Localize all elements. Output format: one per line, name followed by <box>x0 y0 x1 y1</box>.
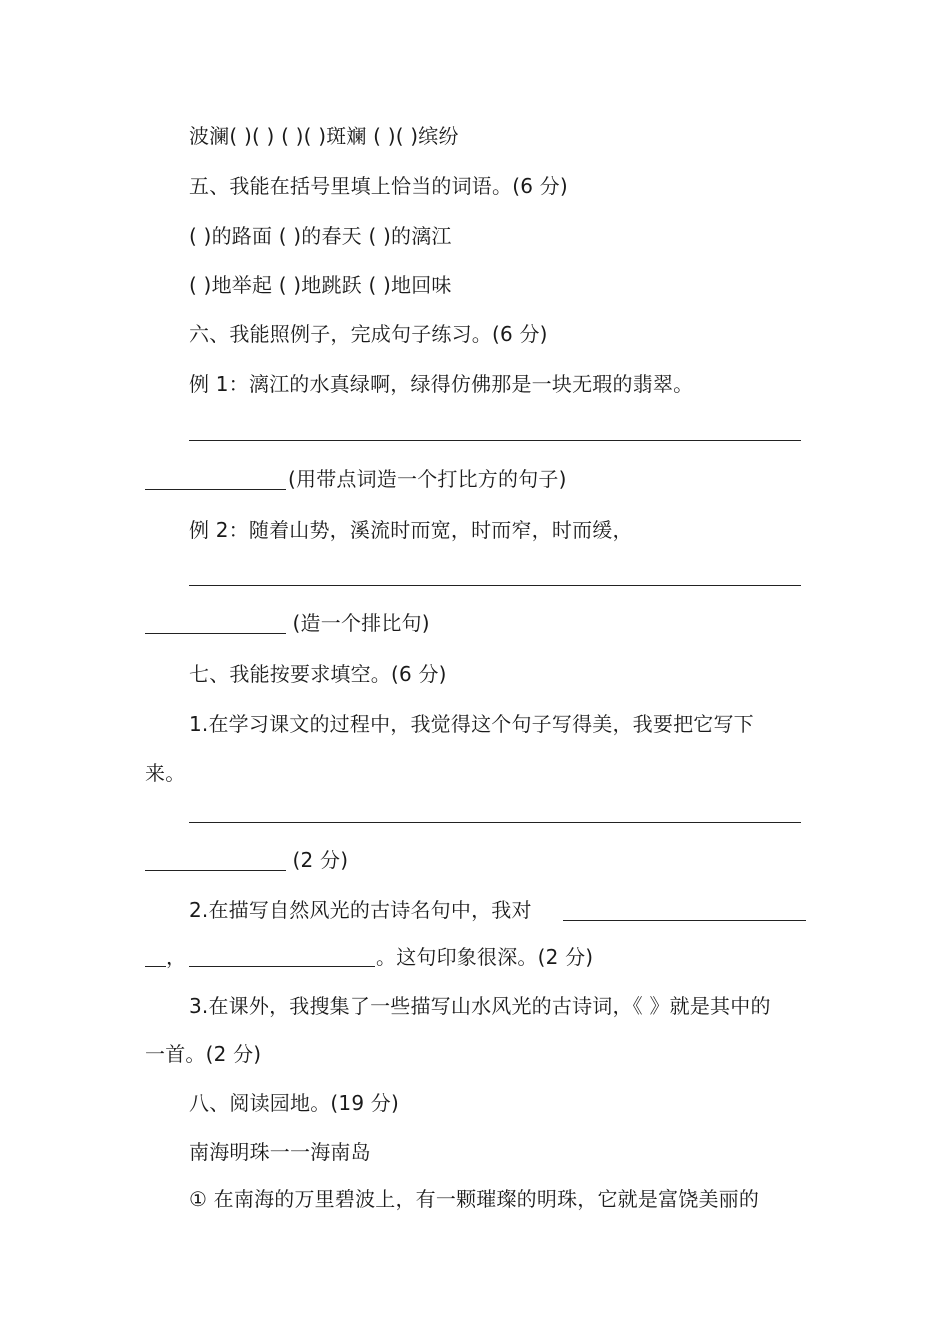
section-seven-heading: 七、我能按要求填空。(6 分) <box>189 662 447 686</box>
answer-line <box>189 440 801 441</box>
question-one-text: 1.在学习课文的过程中，我觉得这个句子写得美，我要把它写下 <box>189 712 754 736</box>
answer-line <box>145 489 286 490</box>
question-one-score: (2 分) <box>286 848 349 872</box>
question-one-text-continued: 来。 <box>145 761 186 785</box>
question-two-text: 2.在描写自然风光的古诗名句中，我对 <box>189 898 532 922</box>
example-one-instruction: (用带点词造一个打比方的句子) <box>288 467 567 491</box>
section-five-heading: 五、我能在括号里填上恰当的词语。(6 分) <box>189 174 568 198</box>
answer-line <box>189 585 801 586</box>
example-two-text: 例 2：随着山势，溪流时而宽，时而窄，时而缓， <box>189 518 633 542</box>
reading-paragraph-one: ① 在南海的万里碧波上，有一颗璀璨的明珠，它就是富饶美丽的 <box>189 1187 760 1211</box>
answer-line <box>189 822 801 823</box>
exercise-line-words: 波澜( )( ) ( )( )斑斓 ( )( )缤纷 <box>189 124 459 148</box>
section-eight-heading: 八、阅读园地。(19 分) <box>189 1091 400 1115</box>
answer-line <box>145 633 286 634</box>
example-two-instruction: (造一个排比句) <box>286 611 430 635</box>
question-two-text-end: 。这句印象很深。(2 分) <box>376 945 594 969</box>
answer-line <box>145 870 286 871</box>
question-three-text-continued: 一首。(2 分) <box>145 1042 262 1066</box>
answer-line <box>189 966 375 967</box>
question-three-text: 3.在课外，我搜集了一些描写山水风光的古诗词，《 》就是其中的 <box>189 994 771 1018</box>
answer-line <box>563 920 806 921</box>
example-one-text: 例 1：漓江的水真绿啊，绿得仿佛那是一块无瑕的翡翠。 <box>189 372 694 396</box>
question-two-comma: ， <box>166 945 187 969</box>
reading-title: 南海明珠一一海南岛 <box>189 1140 371 1164</box>
exercise-line-adverbs: ( )地举起 ( )地跳跃 ( )地回味 <box>189 273 452 297</box>
answer-line <box>145 966 166 967</box>
section-six-heading: 六、我能照例子，完成句子练习。(6 分) <box>189 322 548 346</box>
exercise-line-adjectives: ( )的路面 ( )的春天 ( )的漓江 <box>189 224 452 248</box>
